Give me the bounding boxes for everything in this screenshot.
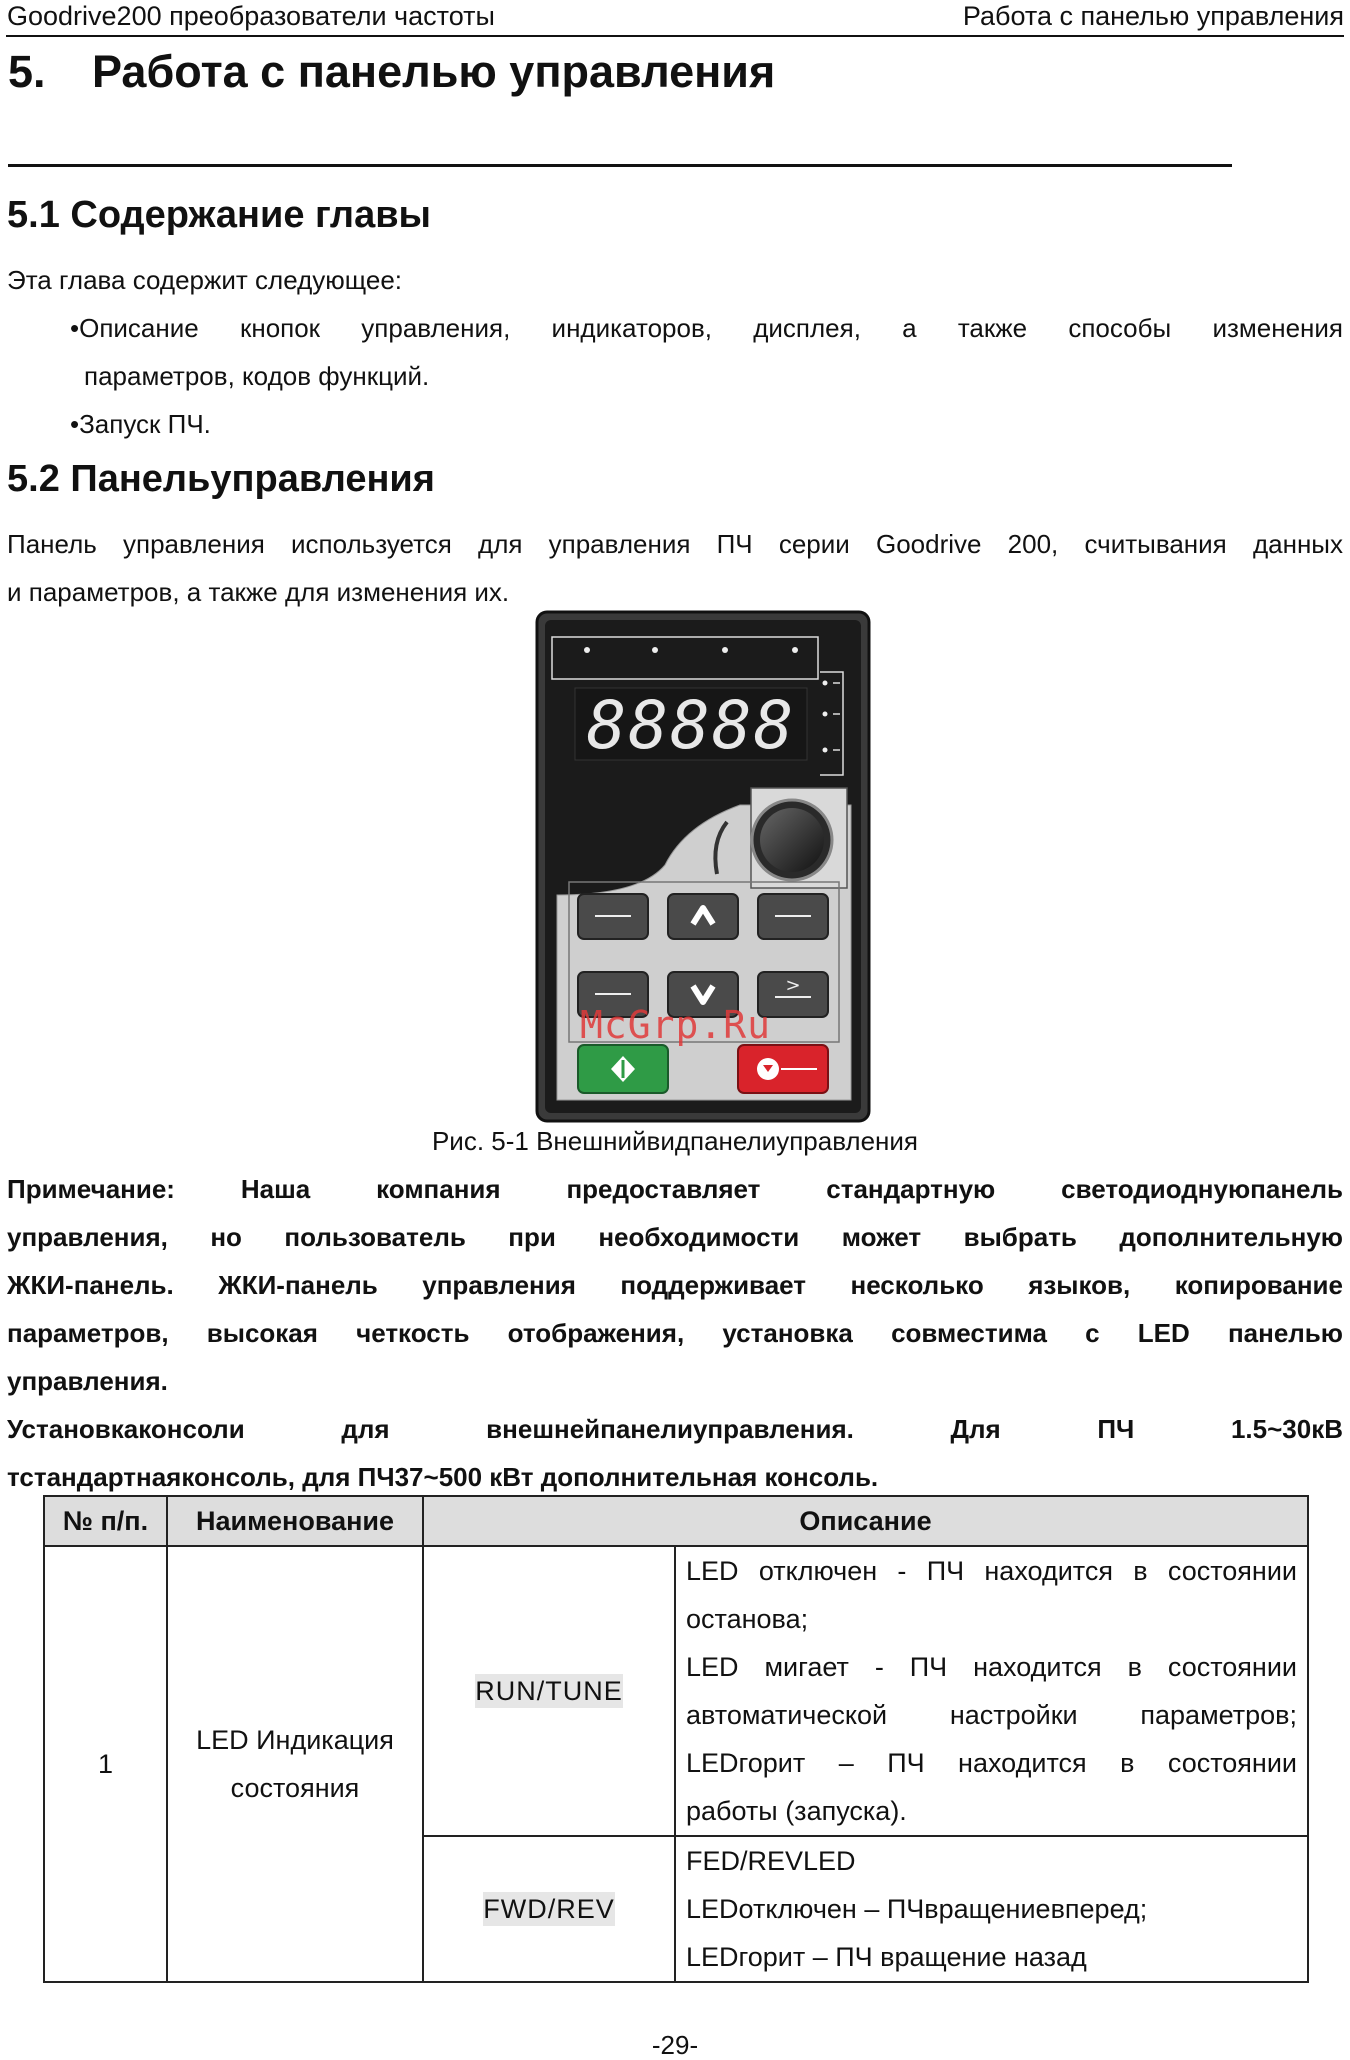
led-unit-hz (823, 681, 828, 686)
note-line-5: управления. (7, 1366, 168, 1396)
bullet-2: •Запуск ПЧ. (70, 409, 211, 439)
desc-line: автоматической настройки параметров; (686, 1700, 1297, 1730)
col-header-num: № п/п. (44, 1496, 167, 1546)
watermark: McGrp.Ru (580, 1003, 772, 1047)
row-number: 1 (44, 1546, 167, 1982)
desc-line: LEDотключен – ПЧвращениевперед; (686, 1894, 1148, 1924)
seven-seg-digits: 88888 (586, 687, 796, 764)
desc-line: LEDгорит – ПЧ вращение назад (686, 1942, 1087, 1972)
indicator-run-tune-description (675, 1546, 1308, 1836)
indicator-fwd-rev (423, 1836, 675, 1982)
indicator-run-tune (423, 1546, 675, 1836)
table-row (44, 1546, 1308, 1836)
led-indication-table (43, 1495, 1309, 1983)
section-5-2-line-1: Панель управления используется для управления ПЧ серии Goodrive 200, считывания данных (7, 529, 1343, 559)
col-header-description: Описание (423, 1496, 1308, 1546)
note-line-4: параметров, высокая четкость отображения, установка совместима с LED панелью (7, 1318, 1343, 1348)
led-fwd-rev (652, 647, 658, 653)
led-run-tune (584, 647, 590, 653)
section-5-1-heading: 5.1 Содержание главы (7, 194, 432, 236)
led-local-remot (722, 647, 728, 653)
note-line-2: управления, но пользователь при необходимости может выбрать дополнительную (7, 1222, 1343, 1252)
running-header-left: Goodrive200 преобразователи частоты (7, 1, 495, 31)
page-number: -29- (651, 2030, 699, 2060)
desc-line: LED мигает - ПЧ находится в состоянии (686, 1652, 1297, 1682)
chapter-title-text: Работа с панелью управления (92, 46, 776, 97)
section-5-2-heading: 5.2 Панельуправления (7, 458, 435, 500)
running-header-right: Работа с панелью управления (962, 1, 1344, 31)
indicator-fwd-rev-label: FWD/REV (483, 1893, 615, 1924)
desc-line: работы (запуска). (686, 1796, 907, 1826)
table-header-row (44, 1496, 1308, 1546)
row-name-line-1: LED Индикация (196, 1725, 394, 1755)
shift-icon: > (785, 975, 801, 996)
bullet-1-line-2: параметров, кодов функций. (84, 361, 430, 391)
row-name (167, 1546, 423, 1982)
knob-inner (760, 808, 824, 872)
desc-line: FED/REVLED (686, 1846, 856, 1876)
led-unit-v (823, 748, 828, 753)
figure-caption: Рис. 5-1 Внешнийвидпанелиуправления (431, 1126, 919, 1156)
indicator-fwd-rev-description (675, 1836, 1308, 1982)
section-5-1-intro: Эта глава содержит следующее: (7, 265, 403, 295)
desc-line: LEDгорит – ПЧ находится в состоянии (686, 1748, 1297, 1778)
up-key (668, 894, 738, 939)
section-5-2-line-2: и параметров, а также для изменения их. (7, 577, 510, 607)
col-header-name: Наименование (167, 1496, 423, 1546)
note-line-6: Установкаконсоли для внешнейпанелиуправления. Для ПЧ 1.5~30кВ (7, 1414, 1343, 1444)
chapter-title (8, 44, 775, 100)
indicator-run-tune-label: RUN/TUNE (475, 1675, 623, 1706)
chapter-number: 5. (8, 46, 46, 97)
note-line-1: Примечание: Наша компания предоставляет стандартную светодиоднуюпанель (7, 1174, 1343, 1204)
desc-line: LED отключен - ПЧ находится в состоянии (686, 1556, 1297, 1586)
row-name-line-2: состояния (230, 1773, 360, 1803)
led-unit-a (823, 712, 828, 717)
note-line-3: ЖКИ-панель. ЖКИ-панель управления поддерживает несколько языков, копирование (7, 1270, 1343, 1300)
led-trip (792, 647, 798, 653)
desc-line: останова; (686, 1604, 809, 1634)
header-divider (6, 35, 1344, 37)
note-line-7: тстандартнаяконсоль, для ПЧ37~500 кВт дополнительная консоль. (7, 1462, 879, 1492)
bullet-1-line-1: •Описание кнопок управления, индикаторов, дисплея, а также способы изменения (70, 313, 1343, 343)
chapter-divider (8, 164, 1232, 167)
